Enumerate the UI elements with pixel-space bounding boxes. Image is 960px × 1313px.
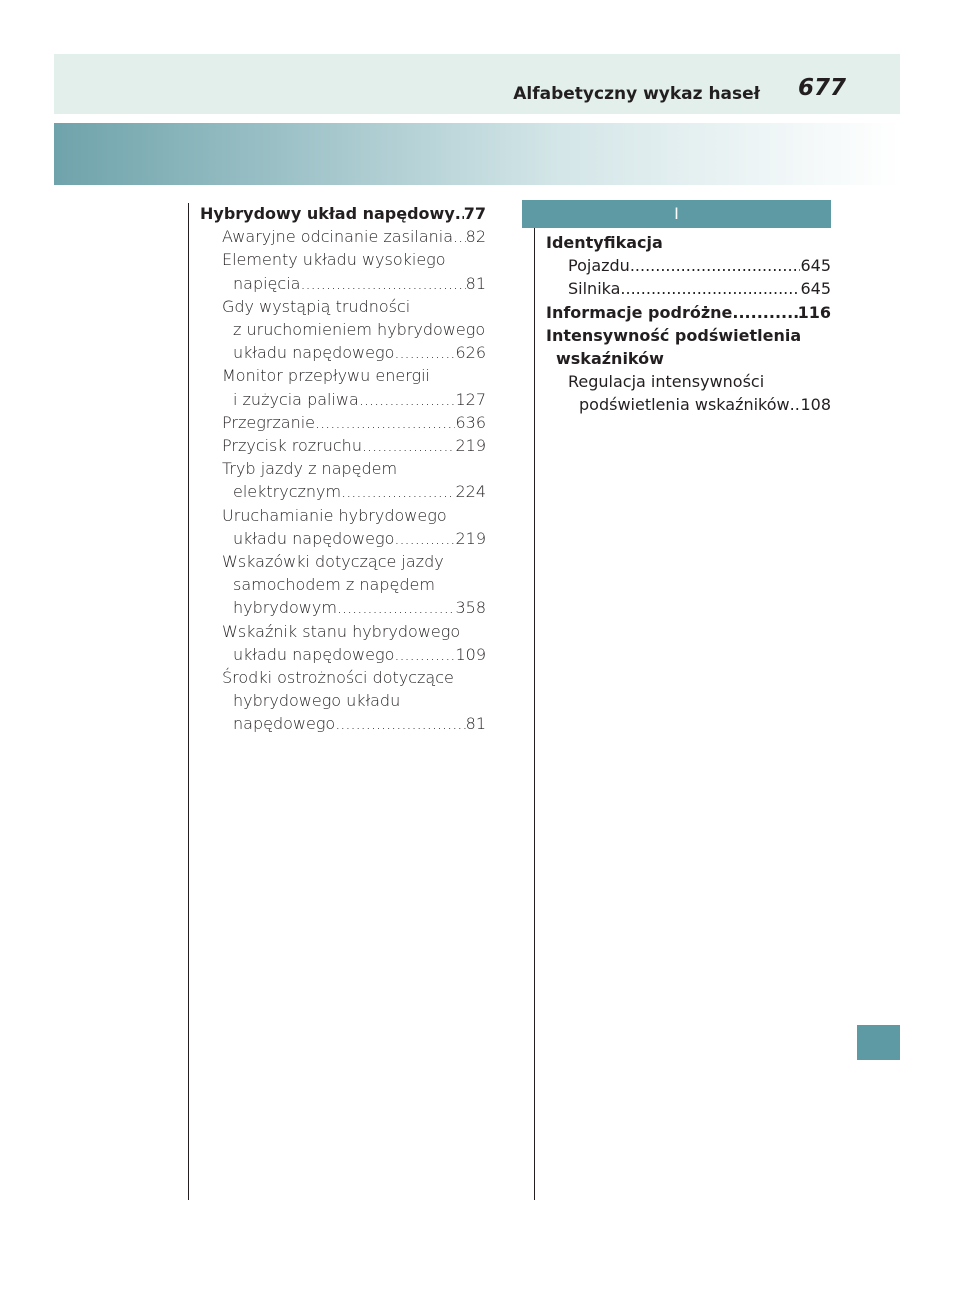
- index-entry: [200, 712, 486, 735]
- dot-leader: [630, 254, 801, 277]
- index-entry-label: układu napędowego: [233, 343, 395, 363]
- dot-leader: [359, 388, 456, 411]
- index-entry-text: [200, 504, 486, 527]
- index-page-reference: 77: [463, 204, 486, 223]
- index-entry-label: Informacje podróżne: [546, 302, 733, 322]
- index-entry-label: napędowego: [233, 714, 336, 734]
- dot-leader: [394, 341, 455, 364]
- dot-leader: [315, 411, 455, 434]
- index-entry-label: Hybrydowy układ napędowy: [200, 204, 455, 223]
- index-entry-text: [546, 370, 831, 393]
- index-page-reference: 108: [800, 395, 831, 415]
- index-page-reference: 219: [455, 436, 486, 456]
- dot-leader: [362, 434, 456, 457]
- index-entry-label: Gdy wystąpią trudności: [222, 296, 411, 316]
- dot-leader: [300, 272, 465, 295]
- dot-leader: [453, 225, 466, 248]
- index-entry: [200, 434, 486, 457]
- dot-leader: [394, 527, 455, 550]
- dot-leader: [337, 596, 456, 619]
- index-entry-text: [200, 295, 486, 318]
- header-title: Alfabetyczny wykaz haseł: [513, 84, 760, 104]
- index-page-reference: 645: [800, 279, 831, 299]
- index-page-reference: 358: [455, 598, 486, 618]
- dot-leader: [341, 480, 455, 503]
- index-entry-label: Wskazówki dotyczące jazdy: [222, 552, 444, 572]
- index-entry-label: Przegrzanie: [222, 412, 315, 432]
- index-entry: [546, 393, 831, 416]
- column-divider-middle: [534, 203, 535, 1200]
- index-entry-label: Silnika: [568, 279, 621, 299]
- index-letter-heading: I: [522, 200, 831, 228]
- index-entry: [200, 596, 486, 619]
- index-entry-text: [200, 457, 486, 480]
- index-column-right: [546, 231, 831, 417]
- decorative-gradient-band: [54, 123, 900, 185]
- section-thumb-tab: [857, 1025, 900, 1060]
- index-entry-label: napięcia: [233, 273, 301, 293]
- index-entry-text: [200, 620, 486, 643]
- dot-leader: [335, 712, 465, 735]
- index-entry-label: Tryb jazdy z napędem: [222, 459, 398, 479]
- index-page-reference: 219: [455, 528, 486, 548]
- index-entry-label: samochodem z napędem: [233, 575, 435, 595]
- dot-leader: [394, 643, 455, 666]
- index-page-reference: 127: [455, 389, 486, 409]
- index-entry-label: wskaźników: [556, 349, 664, 369]
- column-divider-left: [188, 203, 189, 1200]
- index-entry-label: Pojazdu: [568, 256, 630, 276]
- index-entry-text: [200, 666, 486, 689]
- index-page-reference: 81: [465, 714, 486, 734]
- index-entry-label: układu napędowego: [233, 644, 395, 664]
- index-entry-text: [200, 248, 486, 271]
- index-entry-label: Intensywność podświetlenia: [546, 325, 802, 345]
- index-entry-label: i zużycia paliwa: [233, 389, 359, 409]
- index-entry-label: hybrydowego układu: [233, 691, 401, 711]
- index-entry: [546, 301, 831, 324]
- index-entry-label: układu napędowego: [233, 528, 395, 548]
- index-entry-text: [546, 231, 831, 254]
- index-entry: [546, 277, 831, 300]
- index-entry-text: [546, 347, 831, 370]
- index-page-reference: 81: [465, 273, 486, 293]
- index-entry-label: podświetlenia wskaźników: [579, 395, 790, 415]
- index-entry-label: Regulacja intensywności: [568, 372, 765, 392]
- index-entry: [200, 411, 486, 434]
- header-band: [54, 54, 900, 114]
- index-page-reference: 82: [465, 227, 486, 247]
- index-entry-label: hybrydowym: [233, 598, 337, 618]
- index-entry-label: Identyfikacja: [546, 233, 663, 252]
- index-entry: [200, 225, 486, 248]
- index-entry-text: [200, 550, 486, 573]
- index-entry-label: Uruchamianie hybrydowego: [222, 505, 447, 525]
- index-column-left: [200, 202, 486, 736]
- index-page-reference: 224: [455, 482, 486, 502]
- index-entry-text: [200, 318, 486, 341]
- index-entry: [200, 480, 486, 503]
- page-number: 677: [797, 75, 846, 101]
- index-page-reference: 116: [797, 302, 831, 322]
- index-page-reference: 626: [455, 343, 486, 363]
- index-entry: [200, 643, 486, 666]
- index-entry-text: [200, 689, 486, 712]
- index-entry: [200, 202, 486, 225]
- dot-leader: [790, 393, 801, 416]
- index-entry: [546, 254, 831, 277]
- index-entry-label: Środki ostrożności dotyczące: [222, 668, 454, 688]
- index-entry: [200, 527, 486, 550]
- dot-leader: [455, 202, 464, 225]
- index-entry-label: Wskaźnik stanu hybrydowego: [222, 621, 461, 641]
- index-entry: [200, 272, 486, 295]
- index-entry-text: [200, 364, 486, 387]
- dot-leader: [732, 301, 797, 324]
- index-entry: [200, 341, 486, 364]
- dot-leader: [620, 277, 800, 300]
- index-entry-text: [200, 573, 486, 596]
- index-entry-label: Monitor przepływu energii: [222, 366, 430, 386]
- index-page-reference: 645: [800, 256, 831, 276]
- index-page-reference: 109: [455, 644, 486, 664]
- index-entry-label: Przycisk rozruchu: [222, 436, 362, 456]
- index-entry-text: [546, 324, 831, 347]
- index-entry-label: z uruchomieniem hybrydowego: [233, 320, 486, 340]
- index-entry-label: elektrycznym: [233, 482, 342, 502]
- index-entry-label: Awaryjne odcinanie zasilania: [222, 227, 454, 247]
- index-entry-label: Elementy układu wysokiego: [222, 250, 446, 270]
- index-entry: [200, 388, 486, 411]
- index-page-reference: 636: [455, 412, 486, 432]
